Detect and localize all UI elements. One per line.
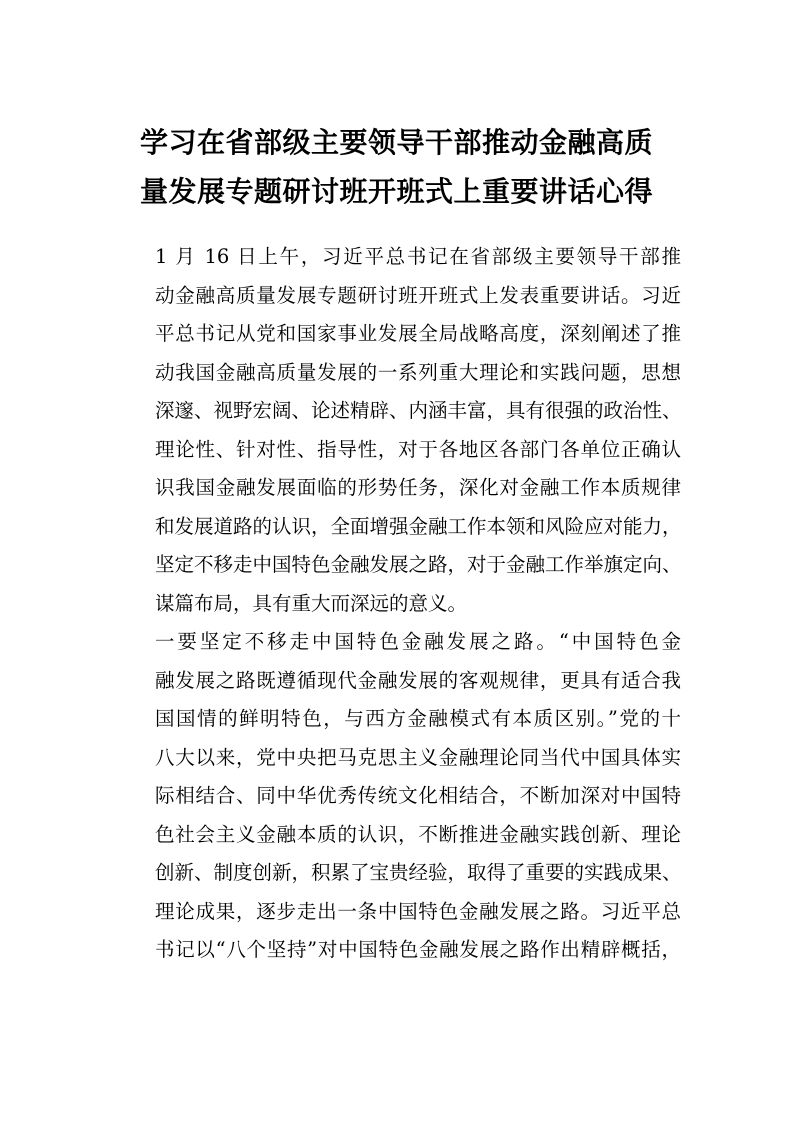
paragraph-line: 色社会主义金融本质的认识，不断推进金融实践创新、理论 <box>155 822 681 846</box>
title-line-1: 学习在省部级主要领导干部推动金融高质 <box>139 126 653 159</box>
paragraph-line: 动我国金融高质量发展的一系列重大理论和实践问题，思想 <box>155 360 681 384</box>
document-title <box>100 118 693 216</box>
paragraph-line: 和发展道路的认识，全面增强金融工作本领和风险应对能力， <box>155 514 682 538</box>
paragraph-line: 平总书记从党和国家事业发展全局战略高度，深刻阐述了推 <box>155 322 681 345</box>
paragraph-line: 书记以“八个坚持”对中国特色金融发展之路作出精辟概括， <box>155 938 681 961</box>
paragraph-line: 国国情的鲜明特色，与西方金融模式有本质区别。”党的十 <box>155 707 681 730</box>
paragraph-2 <box>116 623 681 970</box>
paragraph-line: 一要坚定不移走中国特色金融发展之路。“中国特色金 <box>155 630 681 653</box>
paragraph-line: 坚定不移走中国特色金融发展之路，对于金融工作举旗定向、 <box>155 553 682 576</box>
paragraph-1 <box>116 238 681 623</box>
document-body <box>116 238 681 970</box>
paragraph-line: 谋篇布局，具有重大而深远的意义。 <box>155 591 468 615</box>
paragraph-line: 融发展之路既遵循现代金融发展的客观规律，更具有适合我 <box>155 668 681 692</box>
paragraph-line: 创新、制度创新，积累了宝贵经验，取得了重要的实践成果、 <box>155 861 682 884</box>
paragraph-line: 理论成果，逐步走出一条中国特色金融发展之路。习近平总 <box>155 899 681 923</box>
paragraph-line: 识我国金融发展面临的形势任务，深化对金融工作本质规律 <box>155 476 681 499</box>
paragraph-line: 理论性、针对性、指导性，对于各地区各部门各单位正确认 <box>155 437 681 461</box>
paragraph-line: 际相结合、同中华优秀传统文化相结合，不断加深对中国特 <box>155 784 681 807</box>
title-line-2: 量发展专题研讨班开班式上重要讲话心得 <box>139 175 653 208</box>
paragraph-line: 八大以来，党中央把马克思主义金融理论同当代中国具体实 <box>155 745 681 769</box>
paragraph-line: 动金融高质量发展专题研讨班开班式上发表重要讲话。习近 <box>155 283 681 307</box>
paragraph-line: 1 月 16 日上午，习近平总书记在省部级主要领导干部推 <box>155 245 681 268</box>
paragraph-line: 深邃、视野宏阔、论述精辟、内涵丰富，具有很强的政治性、 <box>155 399 682 422</box>
